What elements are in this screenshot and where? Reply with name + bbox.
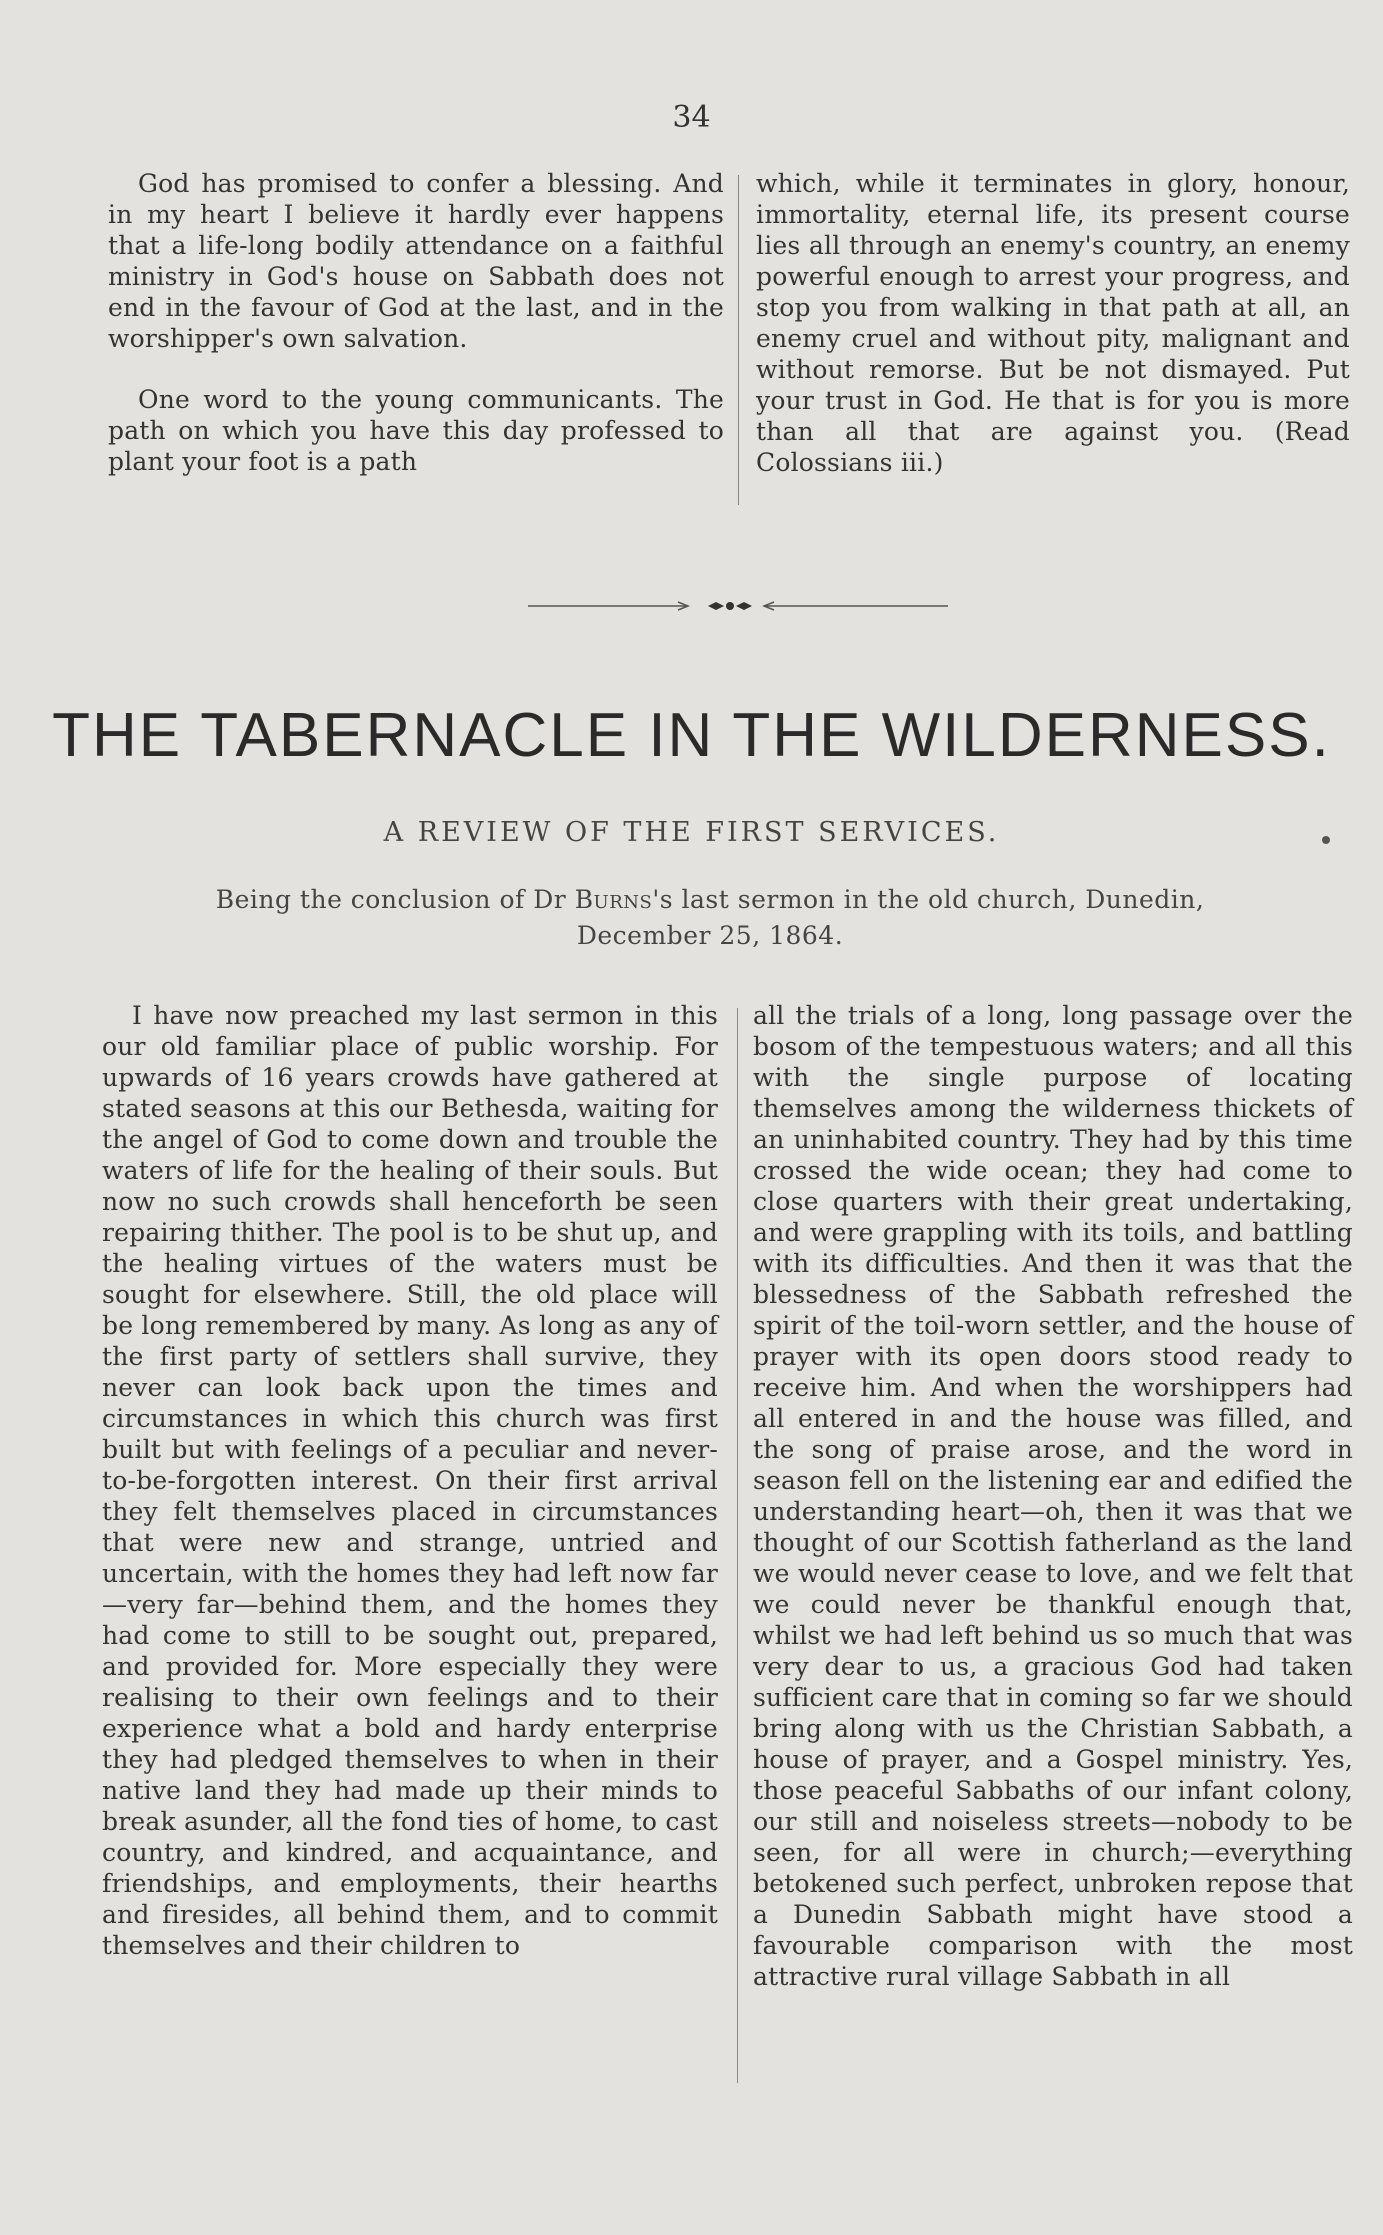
top-left-paragraph-1: God has promised to confer a blessing. And in my heart I believe it hardly ever happens that a life-long bodily attendance on a faithful ministry in God's house on Sabbath does not end in the favour of God at the last, and in the worshipper's own salvation. bbox=[108, 169, 724, 353]
article-left-paragraph: I have now preached my last sermon in this our old familiar place of public worship. For upwards of 16 years crowds have gathered at stated seasons at this our Bethesda, waiting for the angel of God to come down and trouble the waters of life for the healing of their souls. But now no such crowds shall henceforth be seen repairing thither. The pool is to be shut up, and the healing virtues of the waters must be sought for elsewhere. Still, the old place will be long remembered by many. As long as any of the first party of settlers shall survive, they never can look back upon the times and circumstances in which this church was first built but with feelings of a peculiar and never-to-be-forgotten interest. On their first arrival they felt themselves placed in circumstances that were new and strange, untried and uncertain, with the homes they had left now far—very far—behind them, and the homes they had come to still to be sought out, prepared, and provided for. More especially they were realising to their own feelings and to their experience what a bold and hardy enterprise they had pledged themselves to when in their native land they had made up their minds to break asunder, all the fond ties of home, to cast country, and kindred, and acquaintance, and friendships, and employments, their hearths and firesides, all behind them, and to commit themselves and their children to bbox=[102, 1001, 718, 1960]
article-subtitle: A REVIEW OF THE FIRST SERVICES. bbox=[383, 817, 1000, 848]
top-right-column bbox=[756, 168, 1350, 478]
intro-text-after: 's last sermon in the old church, Dunedin, bbox=[652, 885, 1205, 914]
article-title: THE TABERNACLE IN THE WILDERNESS. bbox=[52, 701, 1331, 770]
article-right-paragraph: all the trials of a long, long passage over the bosom of the tempestuous waters; and all this with the single purpose of locating themselves among the wilderness thickets of an uninhabited country. They had by this time crossed the wide ocean; they had come to close quarters with their great undertaking, and were grappling with its toils, and battling with its difficulties. And then it was that the blessedness of the Sabbath refreshed the spirit of the toil-worn settler, and the house of prayer with its open doors stood ready to receive him. And when the worshippers had all entered in and the house was filled, and the song of praise arose, and the word in season fell on the listening ear and edified the understanding heart—oh, then it was that we thought of our Scottish fatherland as the land we would never cease to love, and we felt that we could never be thankful enough that, whilst we had left behind us so much that was very dear to us, a gracious God had taken sufficient care that in coming so far we should bring along with us the Christian Sabbath, a house of prayer, and a Gospel ministry. Yes, those peaceful Sabbaths of our infant colony, our still and noiseless streets—nobody to be seen, for all were in church;—everything betokened such perfect, unbroken repose that a Dunedin Sabbath might have stood a favourable comparison with the most attractive rural village Sabbath in all bbox=[753, 1001, 1353, 1991]
article-right-column bbox=[753, 1000, 1353, 1992]
intro-date: December 25, 1864. bbox=[576, 921, 844, 950]
top-right-paragraph-1: which, while it terminates in glory, honour, immortality, eternal life, its present course lies all through an enemy's country, an enemy powerful enough to arrest your progress, and stop you from walking in that path at all, an enemy cruel and without pity, malignant and without remorse. But be not dismayed. Put your trust in God. He that is for you is more than all that are against you. (Read Colossians iii.) bbox=[756, 169, 1350, 477]
ornament-divider bbox=[528, 596, 948, 616]
ink-speck bbox=[1322, 836, 1330, 844]
article-intro bbox=[100, 882, 1320, 954]
page-number: 34 bbox=[672, 100, 711, 135]
intro-text-before: Being the conclusion of Dr bbox=[215, 885, 575, 914]
article-column-divider bbox=[737, 1008, 738, 2083]
top-left-column bbox=[108, 168, 724, 477]
top-column-divider bbox=[738, 175, 739, 505]
article-left-column bbox=[102, 1000, 718, 1961]
intro-author-name: Burns bbox=[574, 885, 653, 914]
top-left-paragraph-2: One word to the young communicants. The path on which you have this day professed to plant your foot is a path bbox=[108, 385, 724, 476]
